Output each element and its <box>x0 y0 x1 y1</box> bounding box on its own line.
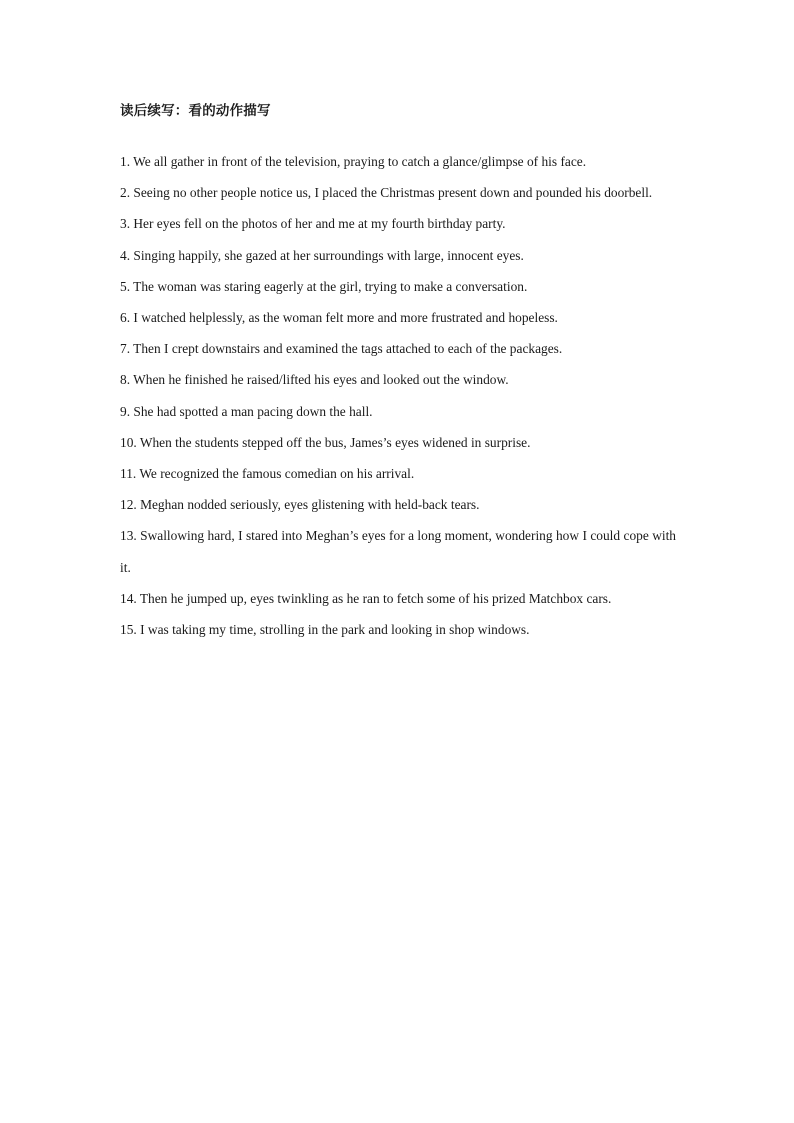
sentence-item: 5. The woman was staring eagerly at the girl, trying to make a conversation. <box>120 278 528 294</box>
sentence-item: 1. We all gather in front of the television, praying to catch a glance/glimpse of his face. <box>120 154 587 169</box>
sentence-item: 8. When he finished he raised/lifted his eyes and looked out the window. <box>120 372 509 388</box>
sentence-item: 14. Then he jumped up, eyes twinkling as he ran to fetch some of his prized Matchbox cars. <box>120 590 612 606</box>
sentence-item: 15. I was taking my time, strolling in the park and looking in shop windows. <box>120 622 530 638</box>
sentence-item: 4. Singing happily, she gazed at her surroundings with large, innocent eyes. <box>120 247 524 263</box>
sentence-item: 10. When the students stepped off the bus, James’s eyes widened in surprise. <box>120 434 531 450</box>
sentence-item: 9. She had spotted a man pacing down the hall. <box>120 403 373 419</box>
document-body <box>120 99 676 645</box>
sentence-item: 2. Seeing no other people notice us, I placed the Christmas present down and pounded his doorbell. <box>120 185 653 201</box>
sentence-item: 13. Swallowing hard, I stared into Meghan’s eyes for a long moment, wondering how I could cope with it. <box>120 528 676 575</box>
sentence-item: 3. Her eyes fell on the photos of her and me at my fourth birthday party. <box>120 216 506 232</box>
document-title: 读后续写：看的动作描写 <box>120 103 271 119</box>
sentence-item: 11. We recognized the famous comedian on his arrival. <box>120 466 415 482</box>
sentence-item: 12. Meghan nodded seriously, eyes glistening with held-back tears. <box>120 497 480 513</box>
sentence-item: 7. Then I crept downstairs and examined the tags attached to each of the packages. <box>120 341 563 357</box>
sentence-list <box>120 146 676 645</box>
sentence-item: 6. I watched helplessly, as the woman felt more and more frustrated and hopeless. <box>120 310 558 326</box>
